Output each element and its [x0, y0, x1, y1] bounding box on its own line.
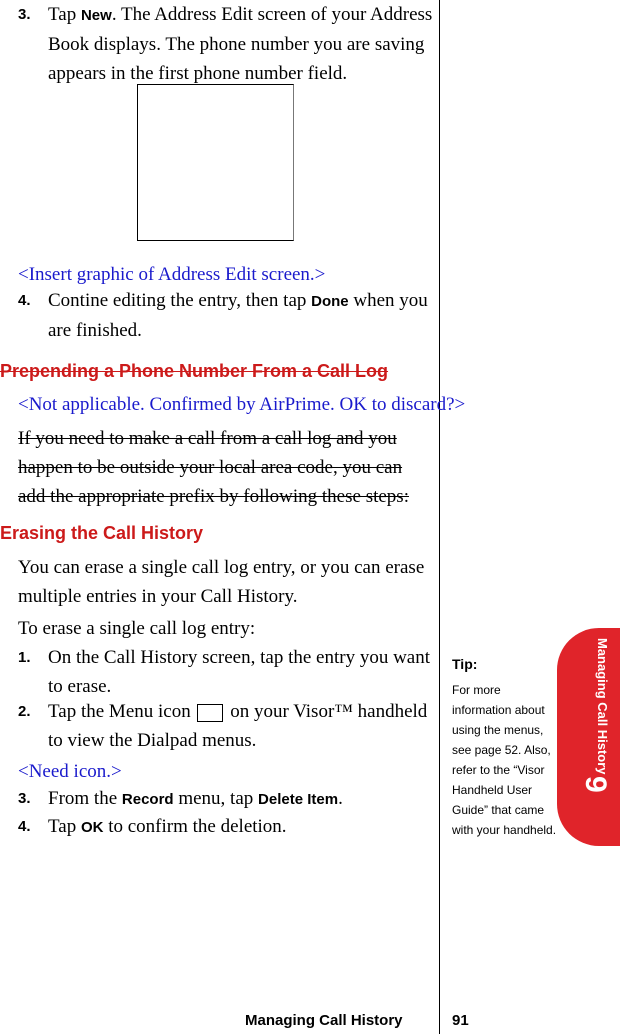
column-divider	[439, 0, 440, 1034]
insert-graphic-note: <Insert graphic of Address Edit screen.>	[18, 264, 326, 285]
keyword-record: Record	[121, 791, 174, 808]
erase-single-intro: To erase a single call log entry:	[18, 618, 256, 639]
chapter-tab-title: Managing Call History	[595, 638, 610, 775]
address-edit-screen-placeholder	[137, 84, 294, 241]
keyword-done: Done	[311, 293, 349, 310]
chapter-tab-number: 9	[579, 776, 612, 793]
chapter-tab	[557, 628, 620, 846]
step-3-new: 3. Tap New. The Address Edit screen of your Address Book displays. The phone number you are saving appears in the first phone number field.	[18, 0, 438, 88]
not-applicable-note: <Not applicable. Confirmed by AirPrime. OK to discard?>	[18, 394, 466, 415]
tip-label: Tip:	[452, 656, 478, 672]
erase-step-4: 4. Tap OK to confirm the deletion.	[18, 816, 287, 837]
step-number: 3.	[18, 6, 31, 23]
tip-box	[452, 654, 562, 840]
footer-chapter-title: Managing Call History	[245, 1012, 403, 1029]
erase-step-1: 1. On the Call History screen, tap the entry you want to erase.	[18, 647, 431, 697]
erase-intro: You can erase a single call log entry, or you can erase multiple entries in your Call History.	[18, 557, 425, 607]
section-heading-prepending: Prepending a Phone Number From a Call Log	[0, 361, 389, 381]
tip-text: For more information about using the menus, see page 52. Also, refer to the “Visor Handheld User Guide” that came with your handheld.	[452, 683, 557, 837]
erase-step-3: 3. From the Record menu, tap Delete Item.	[18, 788, 343, 809]
keyword-delete-item: Delete Item	[258, 791, 339, 808]
section-heading-erasing: Erasing the Call History	[0, 523, 204, 543]
keyword-new: New	[80, 7, 112, 24]
erase-step-2: 2. Tap the Menu icon on your Visor™ handheld to view the Dialpad menus.	[18, 701, 428, 751]
step-4-done: 4. Contine editing the entry, then tap Done when you are finished.	[18, 290, 428, 341]
prepending-body: If you need to make a call from a call log and you happen to be outside your local area code, you can add the appropriate prefix by following these steps:	[18, 428, 409, 507]
keyword-ok: OK	[80, 819, 104, 836]
need-icon-note: <Need icon.>	[18, 761, 122, 782]
menu-icon	[197, 704, 223, 722]
page-number: 91	[452, 1012, 469, 1029]
